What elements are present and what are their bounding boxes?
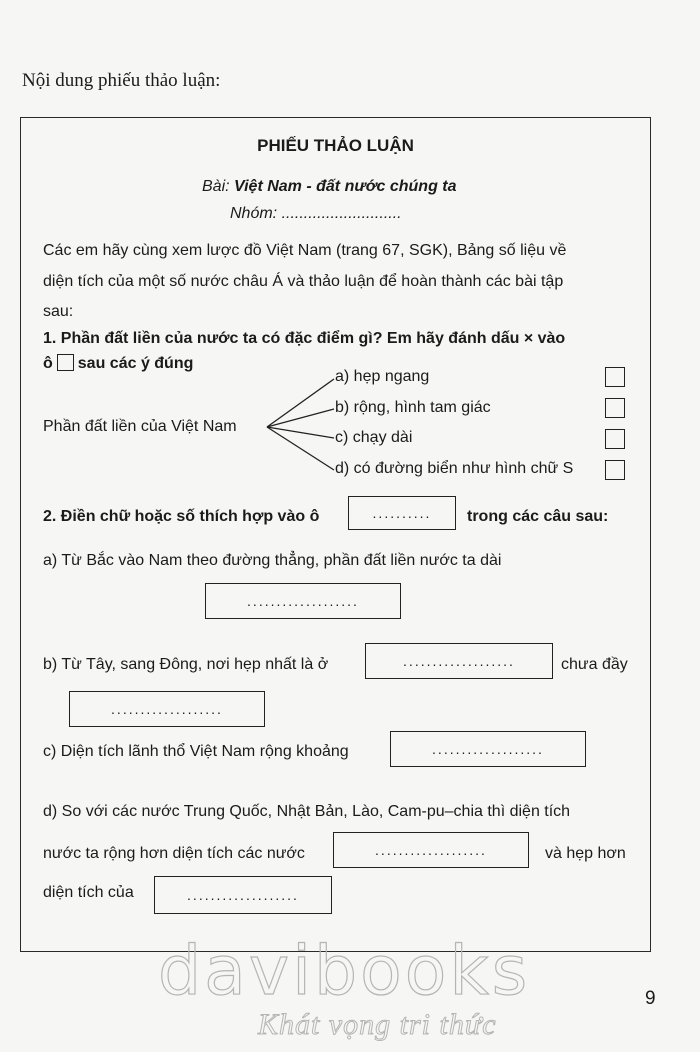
q2d-blank-1[interactable]	[333, 832, 529, 868]
q2d-blank-2[interactable]	[154, 876, 332, 914]
q2b-post: chưa đầy	[561, 656, 628, 673]
page-number: 9	[645, 988, 656, 1009]
question-2-heading-pre: 2. Điền chữ hoặc số thích hợp vào ô	[43, 508, 320, 525]
brand-watermark: davibooks	[158, 932, 531, 1011]
q2a-text: a) Từ Bắc vào Nam theo đường thẳng, phần đất liền nước ta dài	[43, 552, 502, 569]
q1-stem: Phần đất liền của Việt Nam	[43, 418, 237, 435]
q2d-line-3: diện tích của	[43, 884, 134, 901]
q2d-line-1: d) So với các nước Trung Quốc, Nhật Bản, Lào, Cam-pu–chia thì diện tích	[43, 803, 571, 820]
checkbox-c[interactable]	[605, 429, 625, 449]
q1-line2-post: sau các ý đúng	[77, 355, 194, 372]
branch-lines	[21, 118, 652, 518]
branch-b	[267, 409, 334, 427]
lesson-name: Việt Nam - đất nước chúng ta	[234, 178, 457, 195]
q2a-blank-dots: ...................	[247, 593, 359, 609]
branch-d	[267, 427, 334, 470]
checkbox-a[interactable]	[605, 367, 625, 387]
instruction-line-3: sau:	[43, 303, 74, 320]
option-b: b) rộng, hình tam giác	[335, 399, 491, 416]
checkbox-b[interactable]	[605, 398, 625, 418]
q2d-line-2-post: và hẹp hơn	[545, 845, 626, 862]
question-2-heading-post: trong các câu sau:	[467, 508, 609, 525]
q2b-blank-1[interactable]	[365, 643, 553, 679]
example-blank-dots: ..........	[372, 505, 432, 521]
sheet-title: PHIẾU THẢO LUẬN	[257, 136, 414, 155]
branch-c	[267, 427, 334, 438]
branch-a	[267, 379, 334, 427]
question-1-line-1: 1. Phần đất liền của nước ta có đặc điểm gì? Em hãy đánh dấu × vào	[43, 330, 566, 347]
q1-o: ô	[43, 355, 53, 372]
checkbox-d[interactable]	[605, 460, 625, 480]
q2d-blank-1-dots: ...................	[375, 842, 487, 858]
option-c: c) chạy dài	[335, 429, 413, 446]
q2b-text: b) Từ Tây, sang Đông, nơi hẹp nhất là ở	[43, 656, 329, 673]
option-d: d) có đường biển như hình chữ S	[335, 460, 574, 477]
q2c-blank[interactable]	[390, 731, 586, 767]
lesson-prefix: Bài:	[202, 178, 230, 195]
q2c-blank-dots: ...................	[432, 741, 544, 757]
q2b-blank-1-dots: ...................	[403, 653, 515, 669]
instruction-line-2: diện tích của một số nước châu Á và thảo luận để hoàn thành các bài tập	[43, 273, 564, 290]
option-a: a) hẹp ngang	[335, 368, 430, 385]
intro-text: Nội dung phiếu thảo luận:	[22, 70, 221, 91]
instruction-line-1: Các em hãy cùng xem lược đồ Việt Nam (trang 67, SGK), Bảng số liệu về	[43, 242, 567, 259]
q2c-text: c) Diện tích lãnh thổ Việt Nam rộng khoảng	[43, 743, 349, 760]
example-blank-box	[348, 496, 456, 530]
discussion-sheet	[20, 117, 651, 952]
q2d-line-2: nước ta rộng hơn diện tích các nước	[43, 845, 305, 862]
slogan-watermark: Khát vọng tri thức	[258, 1008, 497, 1041]
group-line: Nhóm: ...........................	[230, 205, 402, 222]
q2d-blank-2-dots: ...................	[187, 887, 299, 903]
q2b-blank-2-dots: ...................	[111, 701, 223, 717]
q2b-blank-2[interactable]	[69, 691, 265, 727]
q2a-blank[interactable]	[205, 583, 401, 619]
